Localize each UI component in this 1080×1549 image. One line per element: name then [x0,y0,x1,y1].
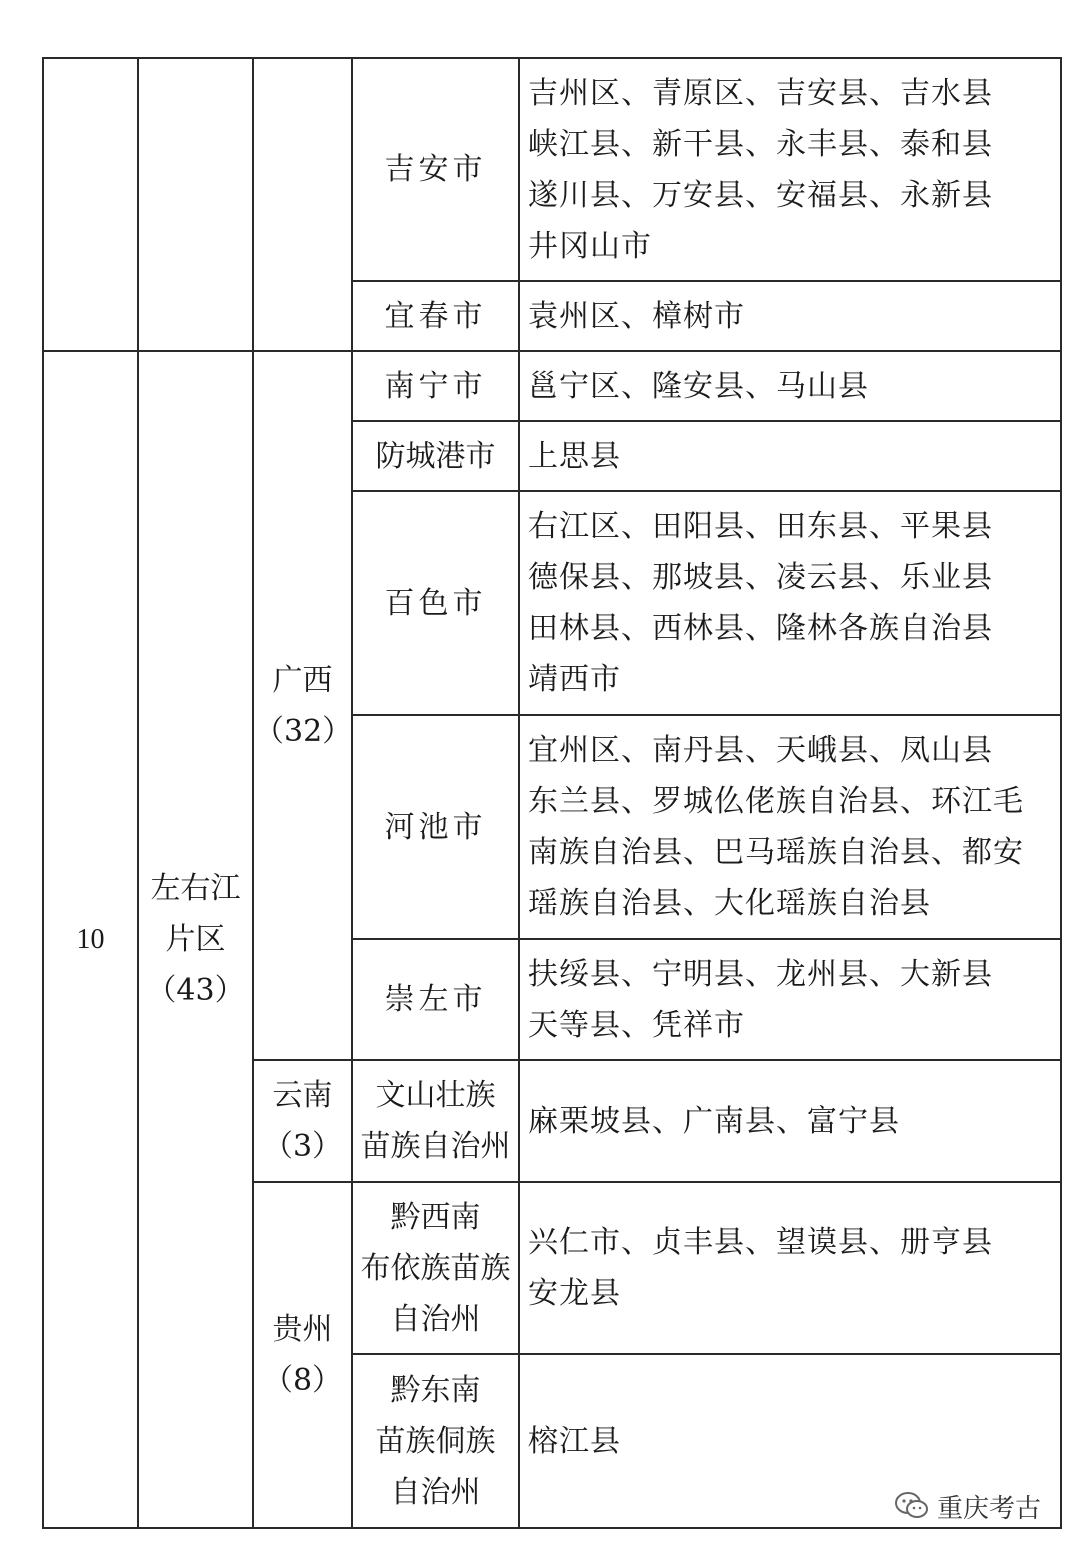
city-cell [352,1354,519,1528]
province-cell-guizhou [253,1182,352,1528]
county-list-cell [519,939,1061,1060]
county-line: 靖西市 [528,662,621,697]
province-cell-guangxi [253,351,352,1060]
county-line: 袁州区、樟树市 [528,298,745,334]
county-line: 邕宁区、隆安县、马山县 [528,368,869,404]
county-line: 天等县、凭祥市 [528,1007,745,1043]
watermark [895,1486,1041,1526]
table-row [43,58,1061,281]
city-cell [352,1060,519,1182]
watermark-text: 重庆考古 [937,1493,1042,1524]
poverty-area-table [42,57,1062,1529]
province-name: 广西 [272,662,333,698]
county-line: 安龙县 [528,1276,621,1311]
city-name-line: 自治州 [390,1474,481,1510]
county-line: 右江区、田阳县、田东县、平果县 [528,509,993,544]
city-cell: 崇左市 [352,939,519,1060]
city-name-line: 布依族苗族 [360,1250,511,1286]
county-list-cell [519,351,1061,421]
county-line: 扶绥县、宁明县、龙州县、大新县 [528,956,993,992]
province-count: （8） [262,1363,343,1398]
county-line: 德保县、那坡县、凌云县、乐业县 [528,560,993,595]
section-number-cell: 10 [43,351,138,1528]
area-name-cell [138,351,253,1528]
city-name-line: 自治州 [390,1301,481,1337]
city-cell: 南宁市 [352,351,519,421]
province-count: （3） [262,1129,343,1164]
county-line: 瑶族自治县、大化瑶族自治县 [528,886,931,921]
county-list-cell [519,421,1061,491]
province-cell-empty [253,58,352,351]
province-count: （32） [254,713,353,749]
city-cell: 河池市 [352,715,519,939]
table-row [43,351,1061,421]
wechat-icon [895,1491,929,1521]
area-name-line: 片区 [165,922,226,957]
county-line: 田林县、西林县、隆林各族自治县 [528,611,993,646]
city-cell: 百色市 [352,491,519,715]
county-line: 宜州区、南丹县、天峨县、凤山县 [528,733,993,768]
number-cell-empty [43,58,138,351]
city-name-line: 黔东南 [390,1372,481,1408]
county-line: 兴仁市、贞丰县、望谟县、册亨县 [528,1225,993,1260]
city-name-line: 黔西南 [390,1199,481,1235]
county-list-cell [519,491,1061,715]
area-count-line: （43） [146,973,245,1008]
city-cell: 宜春市 [352,281,519,351]
area-cell-empty [138,58,253,351]
county-line: 榕江县 [528,1423,621,1459]
county-line: 吉州区、青原区、吉安县、吉水县 [528,75,993,111]
county-line: 峡江县、新干县、永丰县、泰和县 [528,126,993,162]
city-cell: 吉安市 [352,58,519,281]
county-line: 麻栗坡县、广南县、富宁县 [528,1103,900,1139]
city-cell [352,1182,519,1354]
city-name-line: 苗族自治州 [360,1129,511,1164]
province-name: 贵州 [272,1312,333,1347]
county-list-cell [519,58,1061,281]
county-list-cell [519,281,1061,351]
city-name-line: 苗族侗族 [375,1423,496,1459]
province-cell-yunnan [253,1060,352,1182]
county-line: 井冈山市 [528,228,652,264]
county-list-cell [519,715,1061,939]
area-name-line: 左右江 [150,871,241,906]
county-line: 南族自治县、巴马瑶族自治县、都安 [528,835,1024,870]
county-list-cell [519,1182,1061,1354]
county-line: 遂川县、万安县、安福县、永新县 [528,177,993,213]
county-line: 上思县 [528,438,621,474]
county-line: 东兰县、罗城仫佬族自治县、环江毛 [528,784,1024,819]
county-list-cell [519,1060,1061,1182]
city-cell: 防城港市 [352,421,519,491]
province-name: 云南 [272,1078,333,1113]
city-name-line: 文山壮族 [375,1078,496,1113]
